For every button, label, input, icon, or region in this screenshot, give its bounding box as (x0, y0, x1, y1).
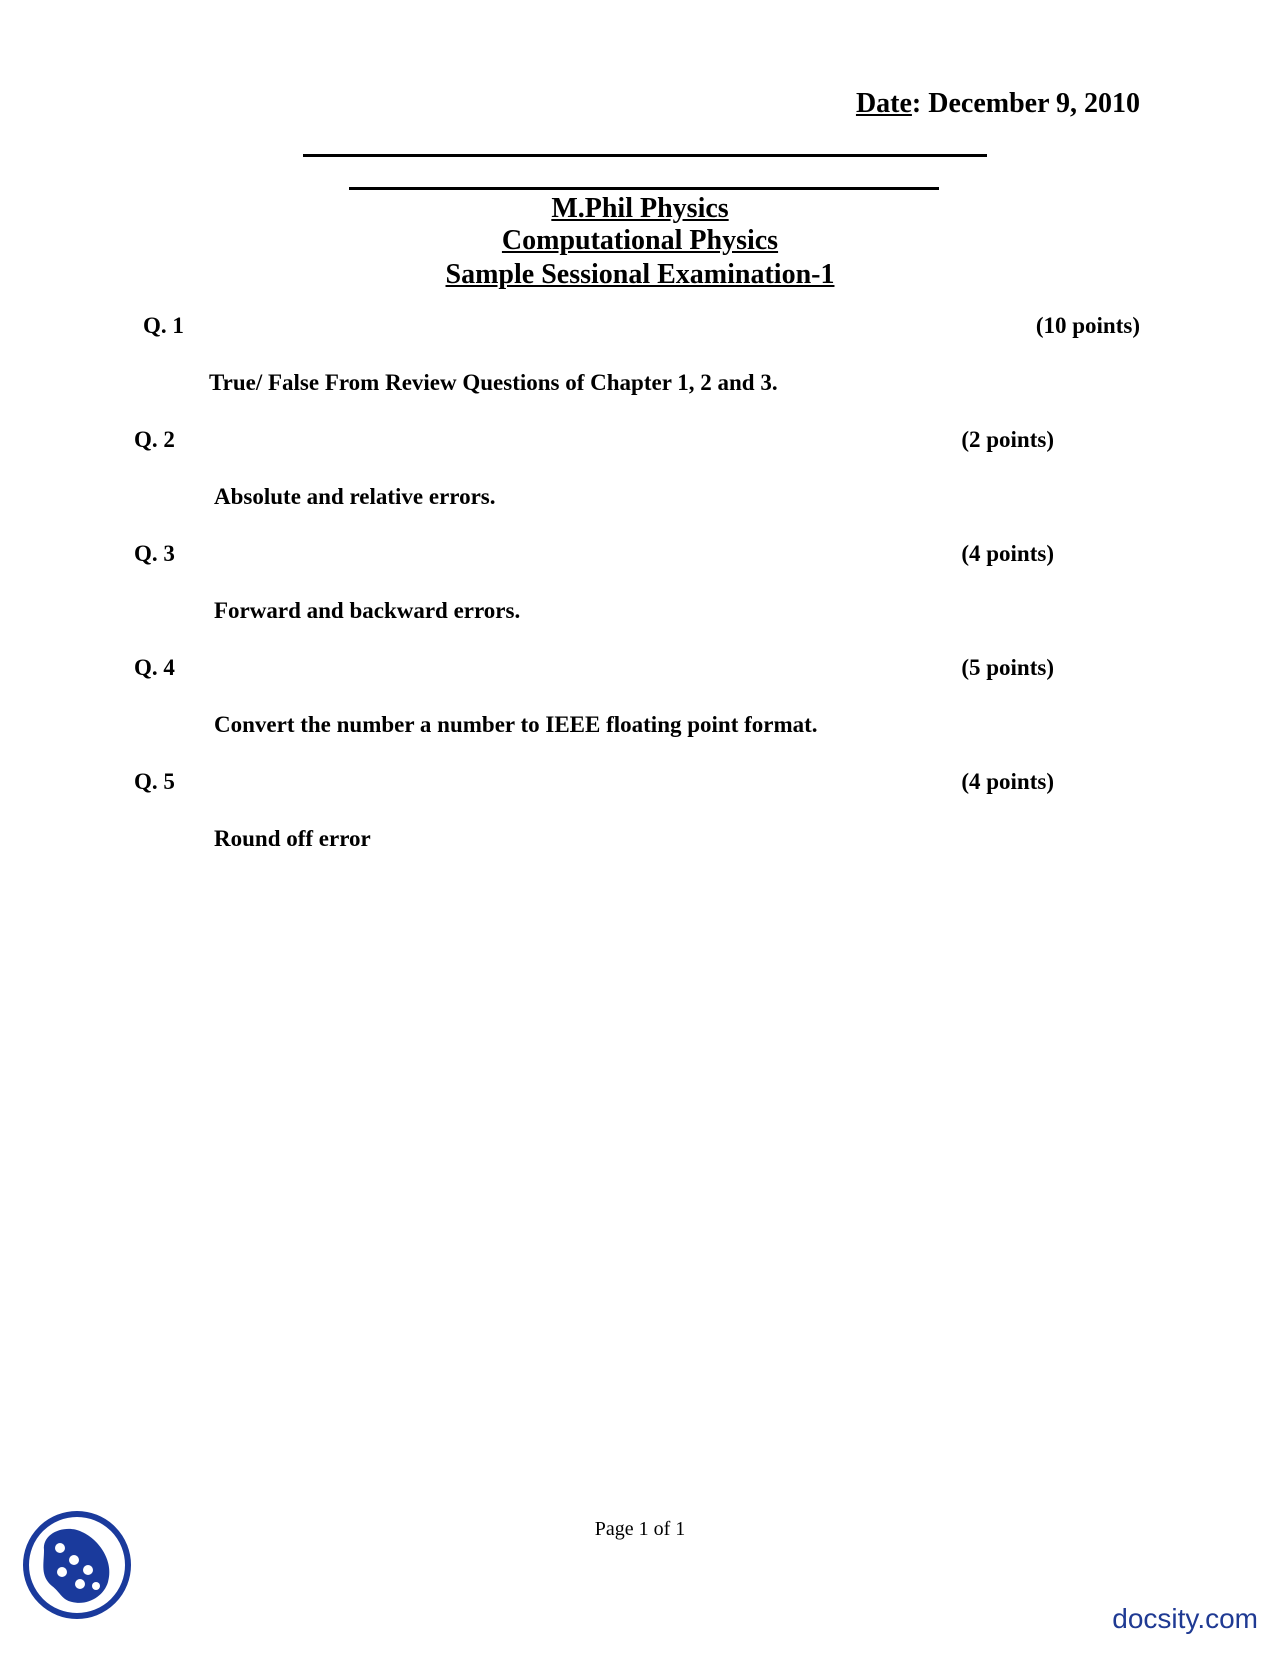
exam-title: Sample Sessional Examination-1 (445, 259, 835, 290)
question-text: True/ False From Review Questions of Chapter 1, 2 and 3. (209, 370, 778, 395)
question-text: Absolute and relative errors. (214, 484, 496, 509)
docsity-brand-link[interactable]: docsity.com (1112, 1603, 1258, 1634)
docsity-logo-icon[interactable] (22, 1510, 132, 1620)
question-number: Q. 2 (134, 427, 175, 452)
question-points: (4 points) (961, 769, 1054, 794)
question-number: Q. 3 (134, 541, 175, 566)
question-number: Q. 1 (143, 313, 184, 338)
exam-date (856, 88, 1140, 120)
date-label: Date (855, 88, 912, 119)
question-number: Q. 5 (134, 769, 175, 794)
second-rule (349, 187, 939, 190)
page-number: Page 1 of 1 (594, 1518, 686, 1540)
question-text: Round off error (214, 826, 371, 851)
date-value: : December 9, 2010 (911, 88, 1140, 119)
question-points: (10 points) (1035, 313, 1140, 338)
question-points: (4 points) (961, 541, 1054, 566)
question-points: (5 points) (961, 655, 1054, 680)
top-rule (303, 154, 987, 157)
question-text: Convert the number a number to IEEE floating point format. (214, 712, 818, 737)
course-title: Computational Physics (501, 225, 779, 256)
question-points: (2 points) (961, 427, 1054, 452)
program-title: M.Phil Physics (551, 193, 729, 224)
question-number: Q. 4 (134, 655, 175, 680)
question-text: Forward and backward errors. (214, 598, 521, 623)
